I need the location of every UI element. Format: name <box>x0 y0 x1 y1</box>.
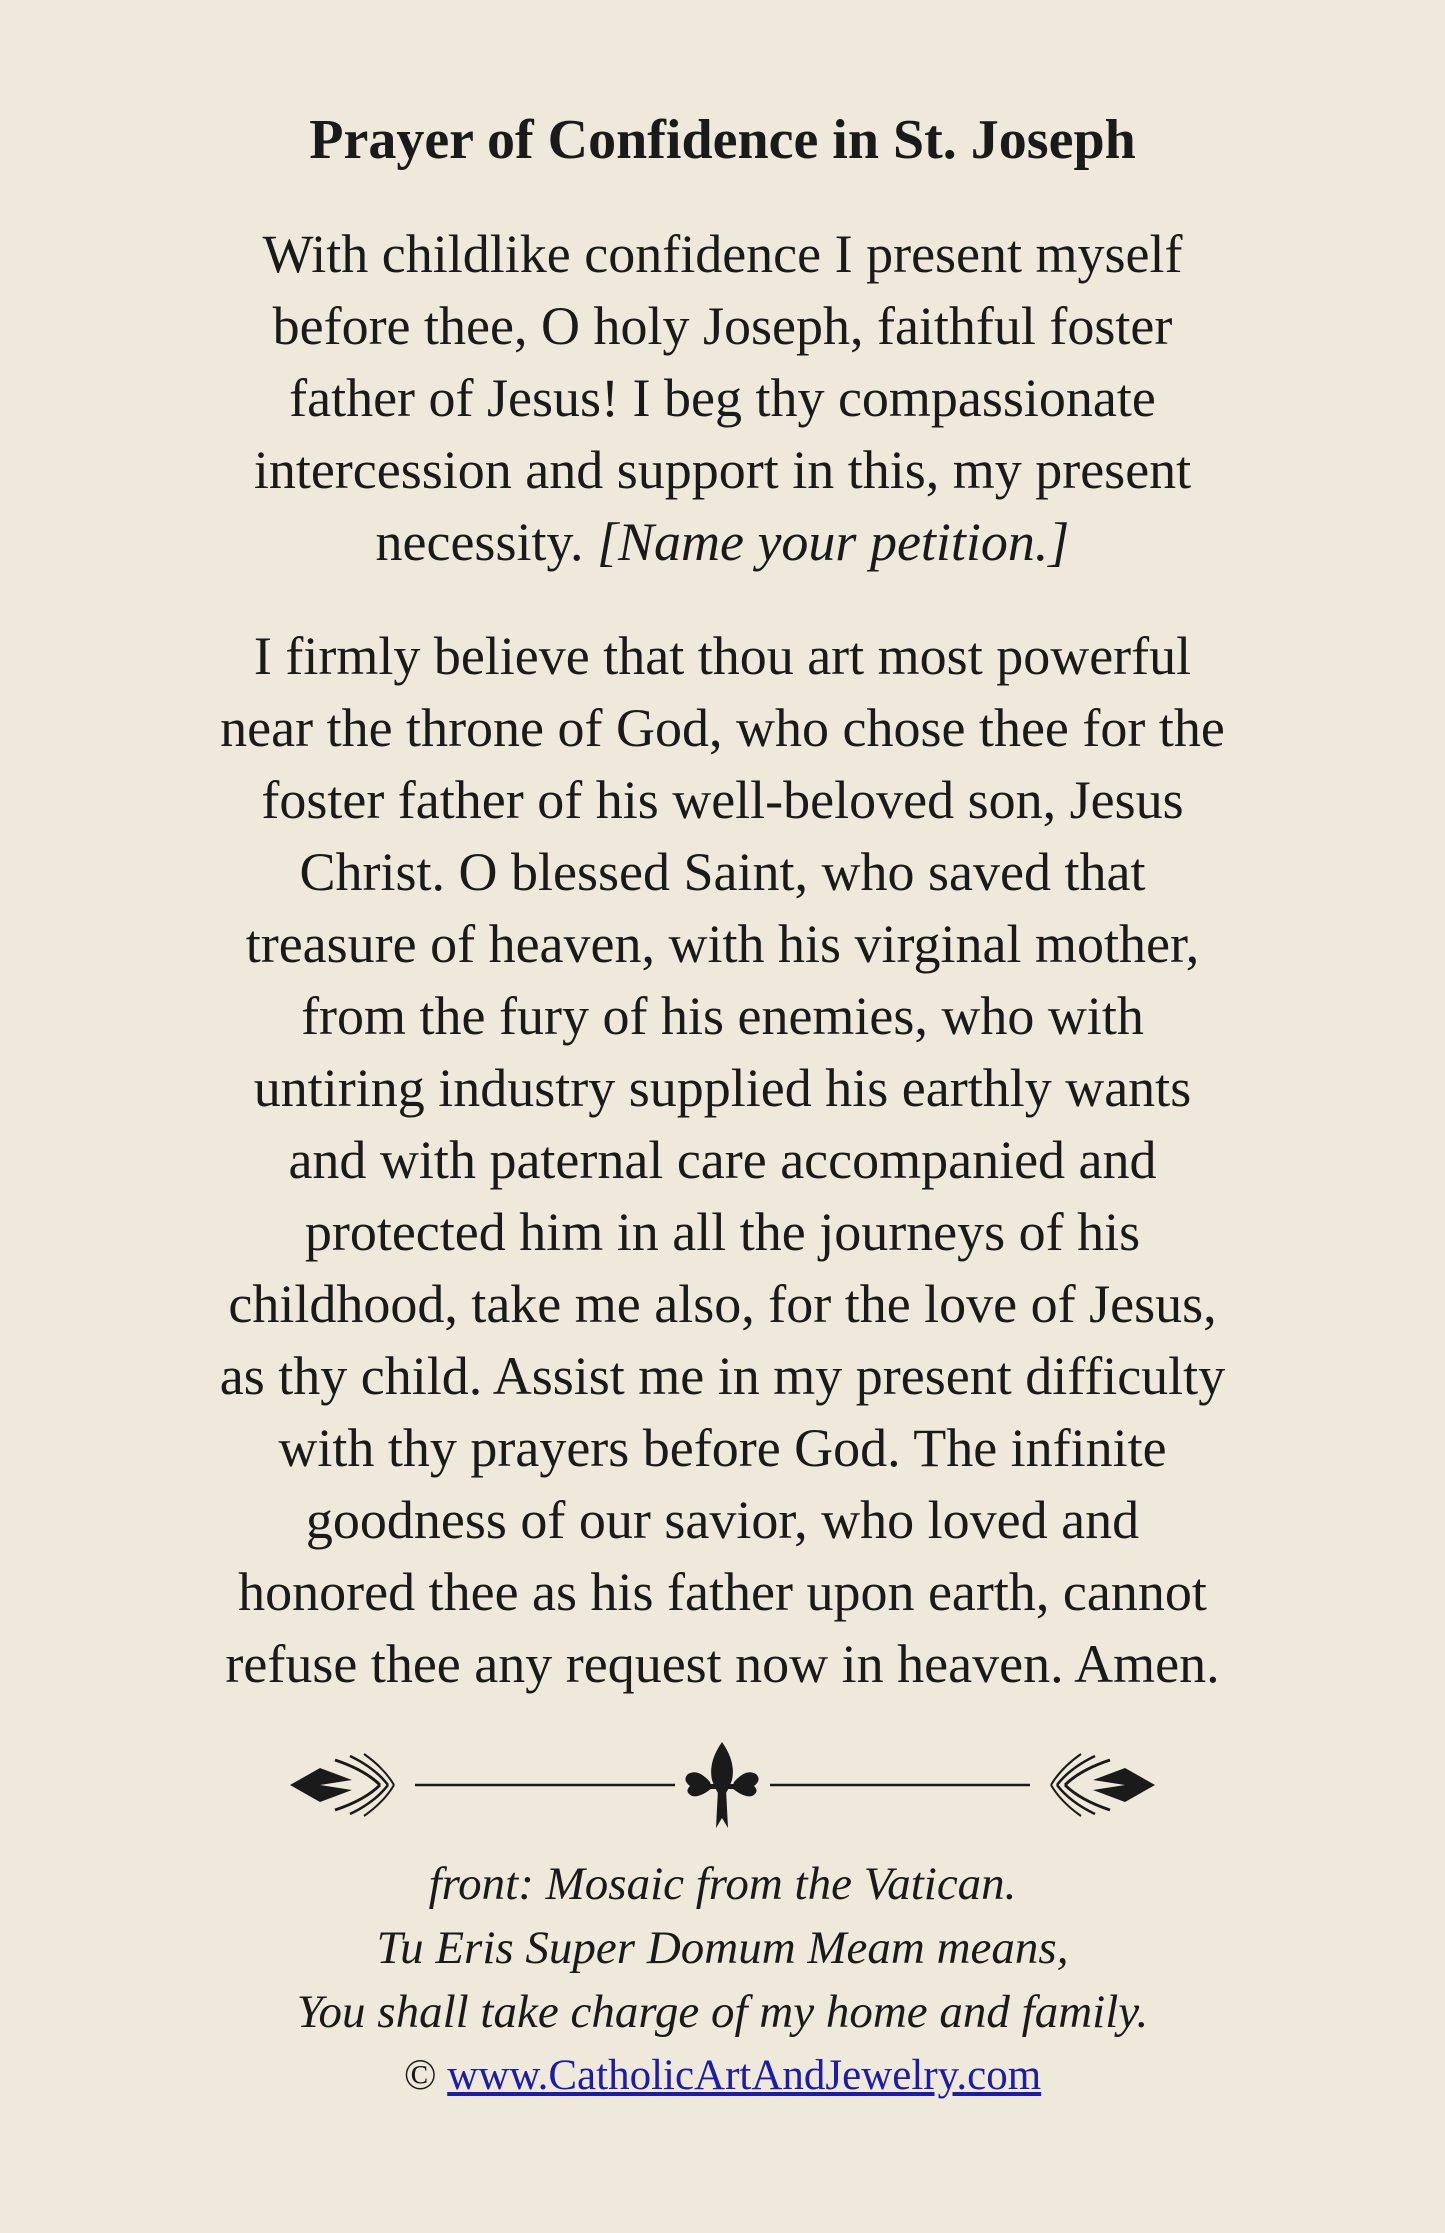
paragraph-line: with thy prayers before God. The infinite <box>278 1418 1167 1478</box>
footer-line: Tu Eris Super Domum Meam means, <box>376 1922 1069 1974</box>
petition-placeholder: [Name your petition.] <box>596 512 1070 572</box>
paragraph-line-text: necessity. <box>375 512 597 572</box>
paragraph-line: near the throne of God, who chose thee for the <box>220 698 1225 758</box>
footer-credits <box>0 1852 1445 2108</box>
paragraph-line: protected him in all the journeys of his <box>304 1202 1141 1262</box>
paragraph-petition <box>90 218 1355 578</box>
paragraph-line: from the fury of his enemies, who with <box>301 986 1144 1046</box>
paragraph-line: intercession and support in this, my present <box>253 440 1192 500</box>
right-flourish-icon <box>1051 1754 1155 1816</box>
copyright-line <box>0 2044 1445 2108</box>
copyright-symbol: © <box>403 2052 437 2099</box>
paragraph-line: treasure of heaven, with his virginal mother, <box>245 914 1200 974</box>
footer-line: front: Mosaic from the Vatican. <box>428 1858 1017 1910</box>
paragraph-line: honored thee as his father upon earth, cannot <box>238 1562 1207 1622</box>
footer-line: You shall take charge of my home and family. <box>296 1986 1149 2038</box>
paragraph-line: father of Jesus! I beg thy compassionate <box>289 368 1156 428</box>
paragraph-line: Christ. O blessed Saint, who saved that <box>299 842 1146 902</box>
paragraph-line: I firmly believe that thou art most powerful <box>253 626 1192 686</box>
website-link[interactable]: www.CatholicArtAndJewelry.com <box>447 2052 1042 2099</box>
page-title: Prayer of Confidence in St. Joseph <box>309 109 1136 171</box>
fleur-de-lis-icon <box>685 1742 758 1828</box>
fleur-de-lis-divider-icon <box>280 1740 1165 1830</box>
paragraph-line: childhood, take me also, for the love of Jesus, <box>228 1274 1217 1334</box>
paragraph-line: before thee, O holy Joseph, faithful foster <box>272 296 1173 356</box>
paragraph-line: foster father of his well-beloved son, Jesus <box>261 770 1184 830</box>
paragraph-line: and with paternal care accompanied and <box>288 1130 1157 1190</box>
left-flourish-icon <box>290 1754 394 1816</box>
paragraph-line: as thy child. Assist me in my present difficulty <box>219 1346 1226 1406</box>
paragraph-line: untiring industry supplied his earthly wants <box>253 1058 1192 1118</box>
paragraph-line: With childlike confidence I present myself <box>262 224 1183 284</box>
paragraph-belief <box>90 620 1355 1700</box>
paragraph-line: refuse thee any request now in heaven. Amen. <box>225 1634 1220 1694</box>
paragraph-line: goodness of our savior, who loved and <box>305 1490 1140 1550</box>
paragraph-line <box>90 506 1355 578</box>
